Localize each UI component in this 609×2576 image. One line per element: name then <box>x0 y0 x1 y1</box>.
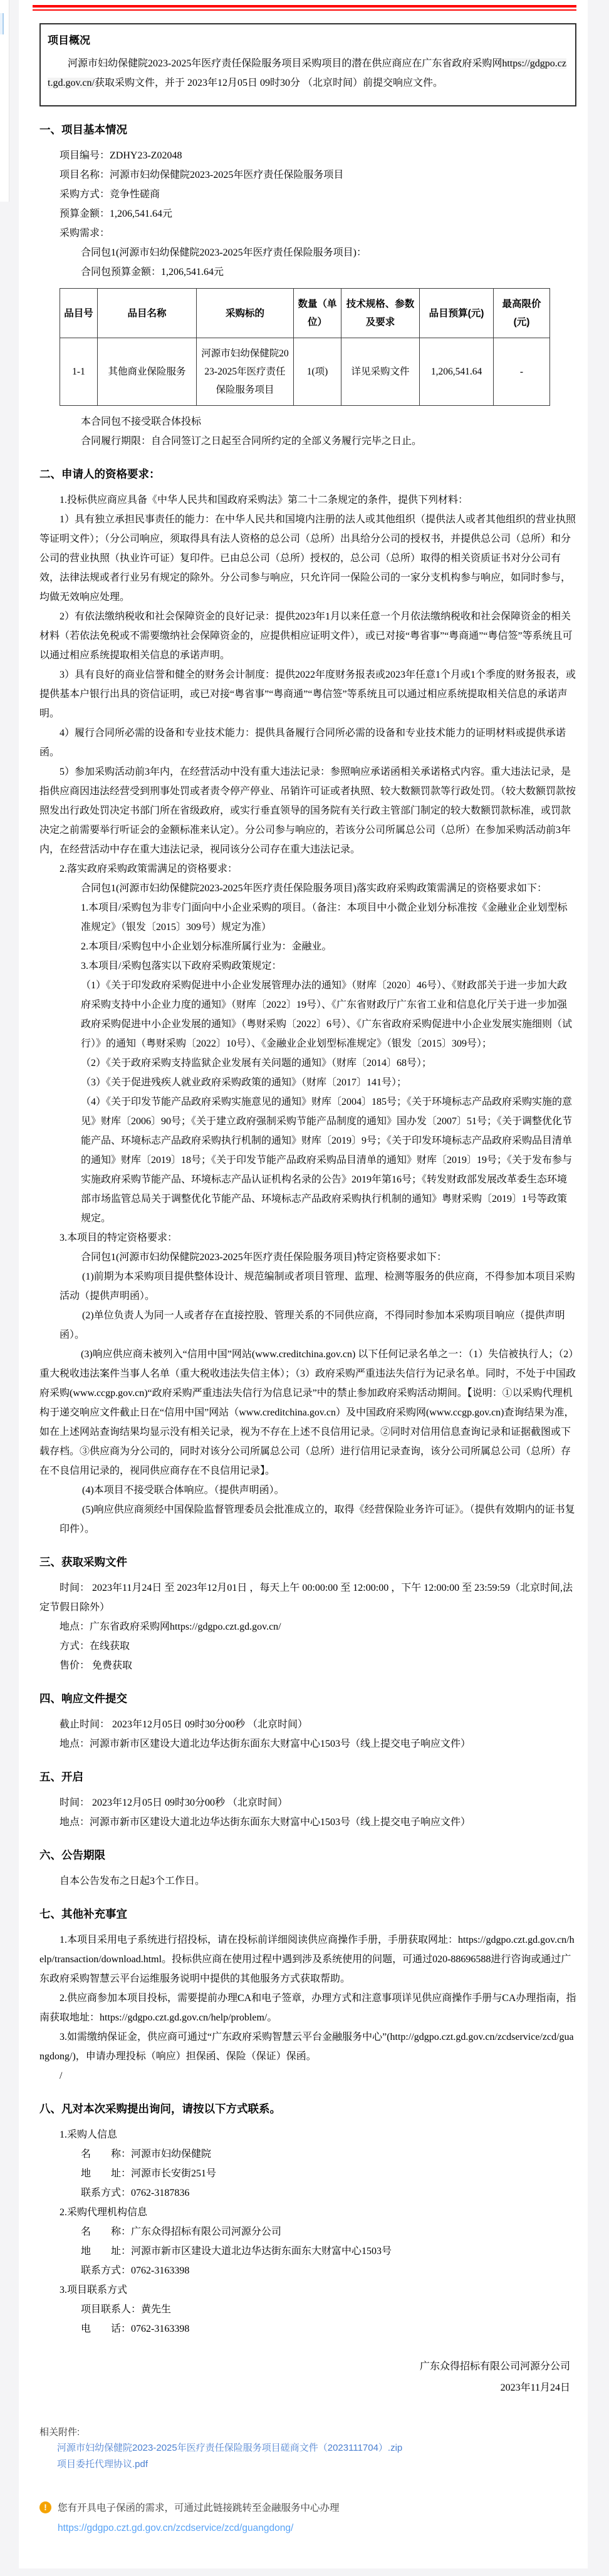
section <box>39 120 576 451</box>
paragraph: 3.项目联系方式 <box>60 2285 128 2295</box>
paragraph: 售价： 免费获取 <box>60 1660 133 1671</box>
col-budget: 品目预算(元) <box>420 289 494 338</box>
paragraph: 地点：河源市新市区建设大道北边华达街东面东大财富中心1503号（线上提交电子响应文件） <box>60 1739 471 1749</box>
col-spec: 技术规格、参数及要求 <box>341 289 420 338</box>
attachments-section <box>39 2425 576 2473</box>
paragraph: 联系方式：0762-3163398 <box>81 2265 190 2276</box>
attachments-label: 相关附件: <box>39 2427 80 2438</box>
paragraph: 3）具有良好的商业信誉和健全的财务会计制度：提供2022年度财务报表或2023年任意1个月或1个季度的财务报表，或提供基本户银行出具的资信证明，或已对接“粤省事”“粤商通”“粤信签”等系统且可以通过相应系统提取相关信息的承诺声明。 <box>39 670 576 719</box>
paragraph: 1.本项目采用电子系统进行招投标，请在投标前详细阅读供应商操作手册，手册获取网址：https://gdgpo.czt.gd.gov.cn/help/transaction/download.html。投标供应商在使用过程中遇到涉及系统使用的问题，可通过020-88696588进行咨询或通过广东政府采购智慧云平台运维服务说明中提供的其他服务方式获取帮助。 <box>39 1935 575 1984</box>
overview-text-pre: 河源市妇幼保健院2023-2025年医疗责任保险服务项目采购项目的潜在供应商应在广东省政府采购网 <box>68 58 502 69</box>
paragraph: 采购需求： <box>60 228 110 239</box>
paragraph: 2.本项目/采购包中小企业划分标准所属行业为：金融业。 <box>81 941 332 952</box>
paragraph: / <box>60 2071 63 2081</box>
paragraph: 1）具有独立承担民事责任的能力：在中华人民共和国境内注册的法人或其他组织（提供法人或者其他组织的营业执照等证明文件）；（分公司响应，须取得具有法人资格的总公司（总所）出具给分公司的授权书，并提供总公司（总所）和分公司的营业执照（执业许可证）复印件。已由总公司（总所）授权的，总公司（总所）取得的相关资质证书对分公司有效，法律法规或者行业另有规定的除外。分公司参与响应，只允许同一保险公司的一家分支机构参与响应，如同时参与，均做无效响应处理。 <box>39 514 576 603</box>
section-title: 七、其他补充事宜 <box>39 1908 127 1920</box>
paragraph: 合同包预算金额：1,206,541.64元 <box>81 267 224 277</box>
overview-text <box>48 54 566 93</box>
paragraph: 合同履行期限：自合同签订之日起至合同所约定的全部义务履行完毕之日止。 <box>81 436 422 447</box>
paragraph: 地点：河源市新市区建设大道北边华达街东面东大财富中心1503号（线上提交电子响应文件） <box>60 1817 471 1828</box>
guarantee-notice <box>39 2500 576 2534</box>
paragraph: 项目名称：河源市妇幼保健院2023-2025年医疗责任保险服务项目 <box>60 170 344 180</box>
paragraph: 项目联系人：黄先生 <box>81 2304 172 2315</box>
section-title: 四、响应文件提交 <box>39 1692 127 1705</box>
paragraph: 地 址：河源市长安街251号 <box>81 2168 217 2179</box>
paragraph: 2.采购代理机构信息 <box>60 2207 148 2218</box>
paragraph: 采购方式：竞争性磋商 <box>60 189 160 200</box>
procurement-item-table-wrap <box>60 288 576 406</box>
paragraph: 3.本项目/采购包落实以下政府采购政策规定： <box>81 961 282 971</box>
paragraph: （2）《关于政府采购支持监狱企业发展有关问题的通知》（财库〔2014〕68号）； <box>81 1058 432 1068</box>
overview-text-post: 获取采购文件，并于 2023年12月05日 09时30分 （北京时间）前提交响应文件。 <box>94 78 443 88</box>
document-card <box>19 0 588 2568</box>
paragraph: （4）《关于印发节能产品政府采购实施意见的通知》财库〔2004〕185号；《关于环境标志产品政府采购实施的意见》财库〔2006〕90号；《关于建立政府强制采购节能产品制度的通知》国办发〔2007〕51号；《关于调整优化节能产品、环境标志产品政府采购执行机制的通知》财库〔2019〕9号；《关于印发环境标志产品政府采购品目清单的通知》财库〔2019〕18号；《关于印发节能产品政府采购品目清单的通知》财库〔2019〕19号；《关于发布参与实施政府采购节能产品、环境标志产品认证机构名录的公告》2019年第16号；《转发财政部发展改革委生态环境部市场监管总局关于调整优化节能产品、环境标志产品政府采购执行机制的通知》粤财采购〔2019〕1号等政策规定。 <box>81 1097 573 1224</box>
paragraph: 合同包1(河源市妇幼保健院2023-2025年医疗责任保险服务项目)落实政府采购政策需满足的资格要求如下： <box>81 883 547 894</box>
signature-block <box>39 2356 576 2399</box>
section <box>39 1905 576 2086</box>
procurement-item-table <box>60 288 550 406</box>
cell-quantity: 1(项) <box>294 338 341 406</box>
paragraph: 预算金额：1,206,541.64元 <box>60 209 173 219</box>
paragraph: 5）参加采购活动前3年内，在经营活动中没有重大违法记录：参照响应承诺函相关承诺格式内容。重大违法记录，是指供应商因违法经营受到刑事处罚或者责令停产停业、吊销许可证或者执照、较大数额罚款等行政处罚。（较大数额罚款按照发出行政处罚决定书部门所在省级政府，或实行垂直领导的国务院有关行政主管部门制定的较大数额罚款标准，或罚款决定之前需要举行听证会的金额标准来认定）。分公司参与响应的，若该分公司所属总公司（总所）在参加采购活动前3年内，在经营活动中存在重大违法记录，视同该分公司存在重大违法记录。 <box>39 767 576 855</box>
attachment-link-consultation-file-zip[interactable]: 河源市妇幼保健院2023-2025年医疗责任保险服务项目磋商文件（2023111704）.zip <box>57 2443 403 2453</box>
col-item-no: 品目号 <box>60 289 98 338</box>
cell-item-no: 1-1 <box>60 338 98 406</box>
paragraph: (1)前期为本采购项目提供整体设计、规范编制或者项目管理、监理、检测等服务的供应商，不得参加本项目采购活动（提供声明函）。 <box>60 1271 575 1301</box>
cell-subject: 河源市妇幼保健院2023-2025年医疗责任保险服务项目 <box>197 338 294 406</box>
section-title: 八、凡对本次采购提出询问，请按以下方式联系。 <box>39 2103 281 2115</box>
paragraph: 2）有依法缴纳税收和社会保障资金的良好记录：提供2023年1月以来任意一个月依法缴纳税收和社会保障资金的相关材料（若依法免税或不需要缴纳社会保障资金的，应提供相应证明文件），或已对接“粤省事”“粤商通”“粤信签”等系统且可以通过相应系统提取相关信息的承诺声明。 <box>39 611 573 661</box>
guarantee-notice-row <box>39 2500 576 2514</box>
alert-icon: ! <box>39 2501 51 2513</box>
signature-date: 2023年11月24日 <box>500 2382 570 2393</box>
overview-title: 项目概况 <box>48 34 90 46</box>
paragraph: 4）履行合同所必需的设备和专业技术能力：提供具备履行合同所必需的设备和专业技术能力的证明材料或提供承诺函。 <box>39 728 566 758</box>
paragraph: 1.投标供应商应具备《中华人民共和国政府采购法》第二十二条规定的条件，提供下列材料： <box>60 495 469 505</box>
signature-company: 广东众得招标有限公司河源分公司 <box>419 2361 570 2372</box>
paragraph: 地 址：河源市新市区建设大道北边华达街东面东大财富中心1503号 <box>81 2246 392 2257</box>
cell-item-name: 其他商业保险服务 <box>98 338 197 406</box>
section-title: 六、公告期限 <box>39 1849 105 1861</box>
paragraph: 合同包1(河源市妇幼保健院2023-2025年医疗责任保险服务项目)特定资格要求如下： <box>81 1252 447 1263</box>
paragraph: （1）《关于印发政府采购促进中小企业发展管理办法的通知》（财库〔2020〕46号）、《财政部关于进一步加大政府采购支持中小企业力度的通知》（财库〔2022〕19号）、《广东省财政厅广东省工业和信息化厅关于进一步加强政府采购促进中小企业发展的通知》（粤财采购〔2022〕6号）、《广东省政府采购促进中小企业发展实施细则（试行）》的通知（粤财采购〔2022〕10号）、《金融业企业划型标准规定》（银发〔2015〕309号）； <box>81 980 573 1049</box>
left-cutoff-panel <box>0 0 9 202</box>
paragraph: 地点：广东省政府采购网https://gdgpo.czt.gd.gov.cn/ <box>60 1622 281 1632</box>
table-header-row <box>60 289 550 338</box>
cell-budget: 1,206,541.64 <box>420 338 494 406</box>
project-overview-box <box>39 23 576 106</box>
section <box>39 1689 576 1754</box>
procurement-site-url: https://gdgpo.czt.gd.gov.cn/ <box>48 58 566 88</box>
section-title: 一、项目基本情况 <box>39 123 127 136</box>
col-subject: 采购标的 <box>197 289 294 338</box>
finance-center-link[interactable]: https://gdgpo.czt.gd.gov.cn/zcdservice/zcd/guangdong/ <box>58 2523 294 2533</box>
paragraph: (3)响应供应商未被列入“信用中国”网站(www.creditchina.gov.cn) 以下任何记录名单之一：（1）失信被执行人；（2）重大税收违法案件当事人名单（重大税收违法失信主体）；（3）政府采购严重违法失信行为记录名单。同时，不处于中国政府采购(www.ccgp.gov.cn)“政府采购严重违法失信行为信息记录”中的禁止参加政府采购活动期间。【说明：①以采购代理机构于递交响应文件截止日在“信用中国”网站（www.creditchina.gov.cn）及中国政府采购网(www.ccgp.gov.cn)查询结果为准，如在上述网站查询结果均显示没有相关记录，视为不存在上述不良信用记录。②同时对信用信息查询记录和证据截图或下载存档。③供应商为分公司的，同时对该分公司所属总公司（总所）进行信用记录查询，该分公司所属总公司（总所）存在不良信用记录的，视同供应商存在不良信用记录】。 <box>39 1349 576 1476</box>
paragraph: 本合同包不接受联合体投标 <box>81 416 202 427</box>
paragraph: （3）《关于促进残疾人就业政府采购政策的通知》（财库〔2017〕141号）； <box>81 1077 407 1088</box>
paragraph: 方式：在线获取 <box>60 1641 130 1652</box>
section-title: 三、获取采购文件 <box>39 1556 127 1568</box>
red-divider <box>33 5 576 11</box>
col-item-name: 品目名称 <box>98 289 197 338</box>
paragraph: 电 话：0762-3163398 <box>81 2324 190 2334</box>
section <box>39 1553 576 1675</box>
section <box>39 1846 576 1891</box>
paragraph: 时间： 2023年12月05日 09时30分00秒 （北京时间） <box>60 1798 288 1808</box>
section <box>39 465 576 1539</box>
paragraph: (4)本项目不接受联合体响应。（提供声明函）。 <box>82 1485 284 1496</box>
section-title: 五、开启 <box>39 1771 83 1783</box>
paragraph: 截止时间： 2023年12月05日 09时30分00秒 （北京时间） <box>60 1719 308 1730</box>
paragraph: 2.落实政府采购政策需满足的资格要求： <box>60 864 238 874</box>
section <box>39 1767 576 1832</box>
paragraph: 联系方式：0762-3187836 <box>81 2188 190 2198</box>
paragraph: (5)响应供应商须经中国保险监督管理委员会批准成立的，取得《经营保险业务许可证》。（提供有效期内的证书复印件）。 <box>60 1504 575 1534</box>
paragraph: 名 称：广东众得招标有限公司河源分公司 <box>81 2227 282 2237</box>
guarantee-notice-text: 您有开具电子保函的需求，可通过此链接跳转至金融服务中心办理 <box>58 2503 340 2513</box>
section <box>39 2099 576 2339</box>
paragraph: 项目编号：ZDHY23-Z02048 <box>60 150 182 161</box>
section-title: 二、申请人的资格要求： <box>39 468 160 480</box>
announcement-body <box>39 120 576 2339</box>
cell-price-cap: - <box>494 338 550 406</box>
paragraph: 时间： 2023年11月24日 至 2023年12月01日 ，每天上午 00:00:00 至 12:00:00 ，下午 12:00:00 至 23:59:59（北京时间,法定节假日除外） <box>39 1583 573 1613</box>
paragraph: 合同包1(河源市妇幼保健院2023-2025年医疗责任保险服务项目)： <box>81 247 367 258</box>
paragraph: 自本公告发布之日起3个工作日。 <box>60 1876 206 1886</box>
paragraph: 1.本项目/采购包为非专门面向中小企业采购的项目。（备注：本项目中小微企业划分标准按《金融业企业划型标准规定》（银发〔2015〕309号）规定为准） <box>81 903 568 933</box>
col-price-cap: 最高限价(元) <box>494 289 550 338</box>
left-widget-fragment <box>0 13 4 34</box>
col-quantity: 数量（单位） <box>294 289 341 338</box>
paragraph: 3.如需缴纳保证金，供应商可通过“广东政府采购智慧云平台金融服务中心”(http://gdgpo.czt.gd.gov.cn/zcdservice/zcd/guangdong/)，申请办理投标（响应）担保函、保险（保证）保函。 <box>39 2032 574 2062</box>
paragraph: 名 称：河源市妇幼保健院 <box>81 2149 212 2160</box>
paragraph: 1.采购人信息 <box>60 2129 118 2140</box>
cell-spec: 详见采购文件 <box>341 338 420 406</box>
paragraph: 3.本项目的特定资格要求： <box>60 1233 178 1243</box>
attachment-link-agency-agreement-pdf[interactable]: 项目委托代理协议.pdf <box>57 2459 148 2470</box>
paragraph: (2)单位负责人为同一人或者存在直接控股、管理关系的不同供应商，不得同时参加本采购项目响应（提供声明函）。 <box>60 1310 565 1340</box>
paragraph: 2.供应商参加本项目投标，需要提前办理CA和电子签章，办理方式和注意事项详见供应商操作手册与CA办理指南，指南获取地址：https://gdgpo.czt.gd.gov.cn/help/problem/。 <box>39 1993 576 2023</box>
table-row <box>60 338 550 406</box>
